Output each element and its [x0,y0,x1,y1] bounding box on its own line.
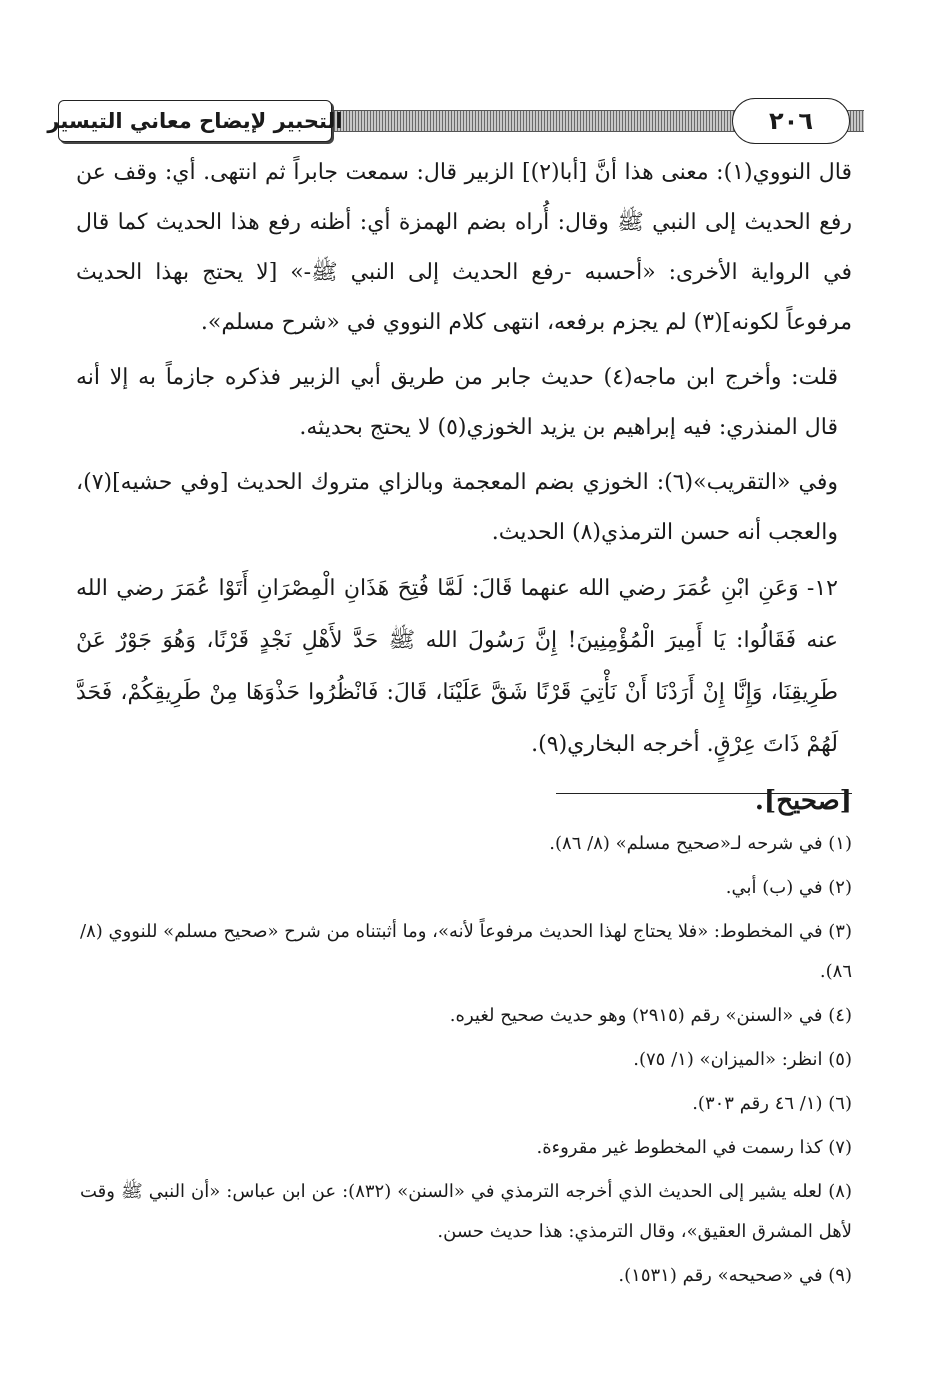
footnote-1: (١) في شرحه لـ«صحيح مسلم» (٨/ ٨٦). [549,833,852,854]
footnote-9: (٩) في «صحيحه» رقم (١٥٣١). [618,1265,852,1286]
hadith-12: ١٢- وَعَنِ ابْنِ عُمَرَ رضي الله عنهما قَالَ: لَمَّا فُتِحَ هَذَانِ الْمِصْرَانِ أَتَوْا عُمَرَ رضي الله عنه فَقَالُوا: يَا أَمِيرَ الْمُؤْمِنِينَ! إِنَّ رَسُولَ الله ﷺ حَدَّ لأَهْلِ نَجْدٍ قَرْنًا، وَهُوَ جَوْرٌ عَنْ طَرِيقِنَا، وَإِنَّا إِنْ أَرَدْنَا أَنْ نَأْتِيَ قَرْنًا شَقَّ عَلَيْنَا، قَالَ: فَانْظُرُوا حَذْوَهَا مِنْ طَرِيقِكُمْ، فَحَدَّ لَهُمْ ذَاتَ عِرْقٍ. أخرجه البخاري(٩). [76,576,838,757]
book-title-frame [47,100,343,142]
page-number: ٢٠٦ [769,107,813,135]
footnote-2: (٢) في (ب) أبي. [725,877,852,898]
footnote-5: (٥) انظر: «الميزان» (١/ ٧٥). [633,1049,852,1070]
paragraph-ibn-majah: قلت: وأخرج ابن ماجه(٤) حديث جابر من طريق أبي الزبير فذكره جازماً به إلا أنه قال المنذري: فيه إبراهيم بن يزيد الخوزي(٥) لا يحتج بحديثه. [76,365,838,440]
hadith-grade: [صحيح]. [754,786,852,816]
paragraph-taqrib: وفي «التقريب»(٦): الخوزي بضم المعجمة وبالزاي متروك الحديث [وفي حشيه](٧)، والعجب أنه حسن الترمذي(٨) الحديث. [76,470,838,545]
footnotes [80,824,852,1300]
paragraph-nawawi: قال النووي(١): معنى هذا أنَّ [أبا(٢)] الزبير قال: سمعت جابراً ثم انتهى. أي: وقف عن رفع الحديث إلى النبي ﷺ وقال: أُراه بضم الهمزة أي: أظنه رفع هذا الحديث كما قال في الرواية الأخرى: «أحسبه -رفع الحديث إلى النبي ﷺ-» [لا يحتج بهذا الحديث مرفوعاً لكونه](٣) لم يجزم برفعه، انتهى كلام النووي في «شرح مسلم». [76,160,853,335]
footnote-separator [556,793,852,794]
footnote-3: (٣) في المخطوط: «فلا يحتاج لهذا الحديث مرفوعاً لأنه»، وما أثبتناه من شرح «صحيح مسلم» للنووي (٨/ ٨٦). [80,921,852,982]
footnote-8: (٨) لعله يشير إلى الحديث الذي أخرجه الترمذي في «السنن» (٨٣٢): عن ابن عباس: «أن النبي ﷺ وقت لأهل المشرق العقيق»، وقال الترمذي: هذا حديث حسن. [80,1181,852,1242]
main-text [76,148,852,826]
footnote-6: (٦) (١/ ٤٦ رقم ٣٠٣). [692,1093,852,1114]
footnote-7: (٧) كذا رسمت في المخطوط غير مقروءة. [536,1137,852,1158]
footnote-4: (٤) في «السنن» رقم (٢٩١٥) وهو حديث صحيح لغيره. [449,1005,852,1026]
page-header [47,98,864,144]
page-number-frame [732,98,850,144]
book-title: التحبير لإيضاح معاني التيسير [47,109,343,133]
